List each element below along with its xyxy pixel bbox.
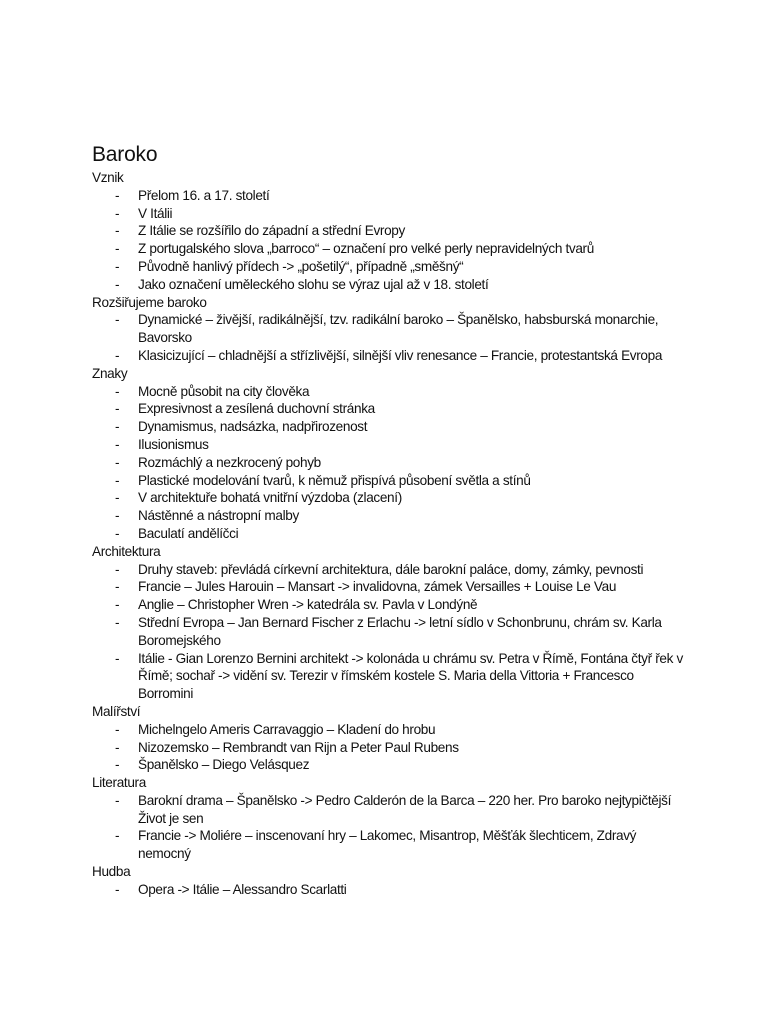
list-item-text: Mocně působit na city člověka	[138, 383, 310, 399]
list-item	[92, 525, 692, 543]
section-heading: Hudba	[92, 864, 131, 880]
section-heading: Malířství	[92, 703, 141, 719]
list-item	[92, 222, 692, 240]
bullet-list	[92, 311, 692, 364]
list-item-text: V Itálii	[138, 205, 173, 221]
section-heading: Architektura	[92, 543, 161, 559]
document-body	[92, 169, 692, 899]
list-item-text: Přelom 16. a 17. století	[138, 187, 270, 203]
list-item	[92, 240, 692, 258]
list-item-text: Nizozemsko – Rembrandt van Rijn a Peter Paul Rubens	[138, 739, 459, 755]
bullet-dash: -	[115, 597, 120, 613]
bullet-dash: -	[115, 258, 120, 274]
list-item	[92, 881, 692, 899]
list-item-text: Francie -> Moliére – inscenovaní hry – Lakomec, Misantrop, Měšťák šlechticem, Zdravý nemocný	[138, 828, 637, 862]
list-item	[92, 276, 692, 294]
list-item-text: Dynamické – živější, radikálnější, tzv. radikální baroko – Španělsko, habsburská monarchie, Bavorsko	[138, 312, 659, 346]
list-item	[92, 347, 692, 365]
list-item	[92, 400, 692, 418]
bullet-dash: -	[115, 347, 120, 363]
bullet-dash: -	[115, 881, 120, 897]
list-item	[92, 596, 692, 614]
list-item	[92, 827, 692, 863]
list-item-text: Michelngelo Ameris Carravaggio – Kladení do hrobu	[138, 721, 436, 737]
list-item-text: Z Itálie se rozšířilo do západní a střední Evropy	[138, 223, 405, 239]
bullet-dash: -	[115, 205, 120, 221]
bullet-dash: -	[115, 650, 120, 666]
list-item	[92, 436, 692, 454]
bullet-dash: -	[115, 276, 120, 292]
list-item	[92, 489, 692, 507]
list-item-text: Klasicizující – chladnější a střízlivější, silnější vliv renesance – Francie, protestantská Evropa	[138, 347, 663, 363]
bullet-dash: -	[115, 241, 120, 257]
list-item	[92, 383, 692, 401]
list-item	[92, 507, 692, 525]
section-heading: Vznik	[92, 170, 124, 185]
list-item-text: Expresivnost a zesílená duchovní stránka	[138, 401, 375, 417]
list-item	[92, 258, 692, 276]
list-item	[92, 756, 692, 774]
section-heading: Znaky	[92, 365, 128, 381]
list-item	[92, 472, 692, 490]
bullet-dash: -	[115, 490, 120, 506]
bullet-list	[92, 187, 692, 294]
list-item-text: Ilusionismus	[138, 436, 209, 452]
list-item	[92, 454, 692, 472]
bullet-dash: -	[115, 383, 120, 399]
list-item	[92, 650, 692, 703]
list-item-text: Itálie - Gian Lorenzo Bernini architekt -> kolonáda u chrámu sv. Petra v Římě, Fontána čtyř řek v Římě; sochař -> vidění sv. Terezir v římském kostele S. Maria della Vittoria + Francesco Borromini	[138, 650, 683, 702]
section-heading: Literatura	[92, 775, 146, 791]
bullet-dash: -	[115, 739, 120, 755]
bullet-dash: -	[115, 508, 120, 524]
bullet-dash: -	[115, 757, 120, 773]
bullet-dash: -	[115, 454, 120, 470]
list-item-text: Nástěnné a nástropní malby	[138, 508, 299, 524]
list-item	[92, 311, 692, 347]
list-item	[92, 614, 692, 650]
bullet-dash: -	[115, 223, 120, 239]
list-item-text: Anglie – Christopher Wren -> katedrála sv. Pavla v Londýně	[138, 597, 478, 613]
list-item	[92, 187, 692, 205]
list-item-text: Francie – Jules Harouin – Mansart -> invalidovna, zámek Versailles + Louise Le Vau	[138, 579, 617, 595]
list-item-text: Z portugalského slova „barroco“ – označení pro velké perly nepravidelných tvarů	[138, 241, 594, 257]
list-item-text: Opera -> Itálie – Alessandro Scarlatti	[138, 881, 347, 897]
bullet-dash: -	[115, 401, 120, 417]
bullet-dash: -	[115, 436, 120, 452]
list-item-text: Jako označení uměleckého slohu se výraz ujal až v 18. století	[138, 276, 489, 292]
list-item-text: Baculatí andělíčci	[138, 525, 239, 541]
list-item-text: Druhy staveb: převládá církevní architektura, dále barokní paláce, domy, zámky, pevnosti	[138, 561, 644, 577]
bullet-dash: -	[115, 614, 120, 630]
list-item-text: Střední Evropa – Jan Bernard Fischer z Erlachu -> letní sídlo v Schonbrunu, chrám sv. Karla Boromejského	[138, 614, 662, 648]
bullet-list	[92, 881, 692, 899]
bullet-list	[92, 561, 692, 703]
list-item-text: Španělsko – Diego Velásquez	[138, 757, 310, 773]
bullet-dash: -	[115, 828, 120, 844]
bullet-dash: -	[115, 525, 120, 541]
bullet-dash: -	[115, 472, 120, 488]
bullet-list	[92, 721, 692, 774]
list-item-text: V architektuře bohatá vnitřní výzdoba (zlacení)	[138, 490, 402, 506]
bullet-dash: -	[115, 561, 120, 577]
list-item-text: Plastické modelování tvarů, k němuž přispívá působení světla a stínů	[138, 472, 531, 488]
bullet-list	[92, 383, 692, 543]
list-item	[92, 721, 692, 739]
list-item-text: Dynamismus, nadsázka, nadpřirozenost	[138, 419, 368, 435]
bullet-list	[92, 792, 692, 863]
list-item-text: Barokní drama – Španělsko -> Pedro Calderón de la Barca – 220 her. Pro baroko nejtypičtější Život je sen	[138, 792, 671, 826]
list-item	[92, 418, 692, 436]
list-item	[92, 739, 692, 757]
section-heading: Rozšiřujeme baroko	[92, 294, 207, 310]
list-item	[92, 792, 692, 828]
bullet-dash: -	[115, 579, 120, 595]
list-item-text: Rozmáchlý a nezkrocený pohyb	[138, 454, 321, 470]
list-item	[92, 205, 692, 223]
bullet-dash: -	[115, 792, 120, 808]
bullet-dash: -	[115, 419, 120, 435]
document-page	[92, 142, 692, 899]
document-title: Baroko	[92, 143, 158, 166]
bullet-dash: -	[115, 312, 120, 328]
bullet-dash: -	[115, 721, 120, 737]
list-item	[92, 561, 692, 579]
list-item-text: Původně hanlivý přídech -> „pošetilý“, případně „směšný“	[138, 258, 464, 274]
bullet-dash: -	[115, 187, 120, 203]
list-item	[92, 578, 692, 596]
